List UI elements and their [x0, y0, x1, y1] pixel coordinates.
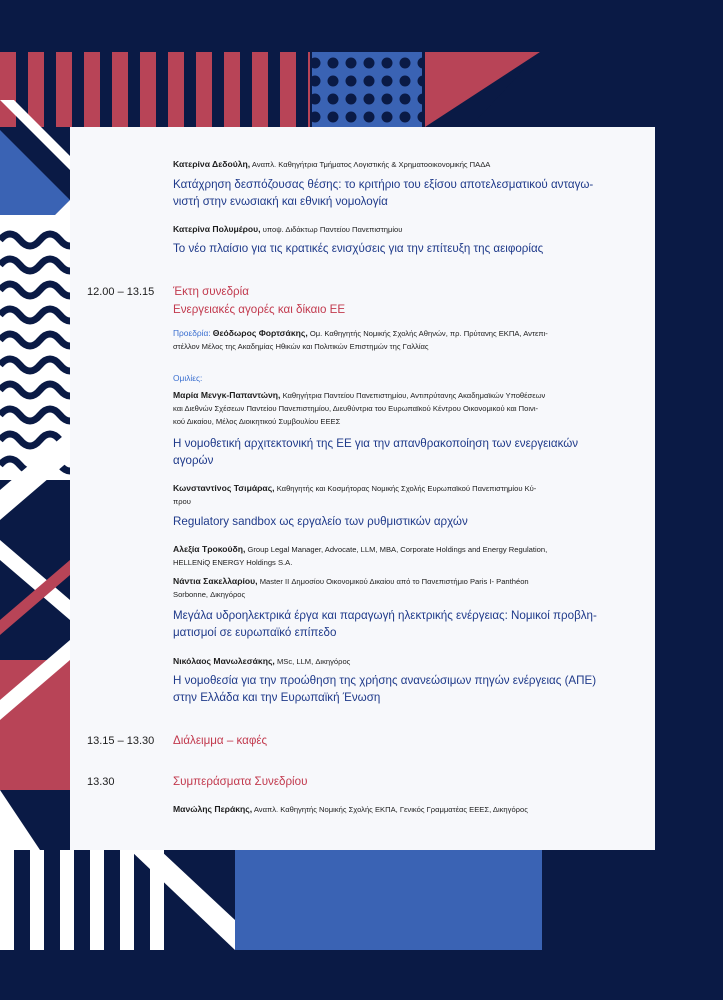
- speaker-manolesakis: Νικόλαος Μανωλεσάκης, MSc, LLM, Δικηγόρος: [173, 656, 351, 666]
- talk-manolesakis: Η νομοθεσία για την προώθηση της χρήσης ανανεώσιμων πηγών ενέργειας (ΑΠΕ) στην Ελλάδα και την Ευρωπαϊκή Ένωση: [173, 674, 597, 704]
- speaker-mengk: Μαρία Μενγκ-Παπαντώνη, Καθηγήτρια Παντείου Πανεπιστημίου, Αντιπρύτανης Ακαδημαϊκών Υποθέσεων και Διεθνών Σχέσεων Παντείου Πανεπιστημίου, Διευθύντρια του Ευρωπαϊκού Κέντρου Οικονομικού και Ποινι- κού Δικαίου, Μέλος Διοικητικού Συμβουλίου ΕΕΕΣ: [173, 390, 546, 426]
- blue-block-bottom: [232, 850, 542, 950]
- session6-title: Έκτη συνεδρία: [173, 285, 249, 298]
- speaker-sakellariou: Νάντια Σακελλαρίου, Master II Δημοσίου Οικονομικού Δικαίου από το Πανεπιστήμιο Paris I- Panthéon Sorbonne, Δικηγόρος: [173, 576, 529, 599]
- program-card: [70, 127, 655, 850]
- speaker-polymerou: Κατερίνα Πολυμέρου, υποψ. Διδάκτωρ Παντείου Πανεπιστημίου: [173, 224, 403, 234]
- speaker-dedouli: Κατερίνα Δεδούλη, Αναπλ. Καθηγήτρια Τμήματος Λογιστικής & Χρηματοοικονομικής ΠΑΔΑ: [173, 159, 491, 169]
- session6-chair: Προεδρία: Θεόδωρος Φορτσάκης, Ομ. Καθηγητής Νομικής Σχολής Αθηνών, πρ. Πρύτανης ΕΚΠΑ, Αντεπι- στέλλον Μέλος της Ακαδημίας Ηθικών και Πολιτικών Επιστημών της Γαλλίας: [173, 328, 548, 351]
- closing-time: 13.30: [87, 776, 115, 788]
- speaker-tsimaras: Κωνσταντίνος Τσιμάρας, Καθηγητής και Κοσμήτορας Νομικής Σχολής Ευρωπαϊκού Πανεπιστημίου Κύ- πρου: [173, 483, 537, 506]
- talk-hydro: Μεγάλα υδροηλεκτρικά έργα και παραγωγή ηλεκτρικής ενέργειας: Νομικοί προβλη- ματισμοί σε ευρωπαϊκό επίπεδο: [173, 609, 597, 639]
- speaker-perakis: Μανώλης Περάκης, Αναπλ. Καθηγητής Νομικής Σχολής ΕΚΠΑ, Γενικός Γραμματέας ΕΕΕΣ, Δικηγόρος: [173, 804, 528, 814]
- talk-polymerou: Το νέο πλαίσιο για τις κρατικές ενισχύσεις για την επίτευξη της αειφορίας: [173, 242, 544, 255]
- talk-dedouli: Κατάχρηση δεσπόζουσας θέσης: το κριτήριο του εξίσου αποτελεσματικού ανταγω- νιστή στην ενωσιακή και εθνική νομολογία: [173, 178, 594, 208]
- closing-title: Συμπεράσματα Συνεδρίου: [173, 775, 308, 788]
- talks-label: Ομιλίες:: [173, 373, 203, 383]
- break-title: Διάλειμμα – καφές: [173, 734, 268, 747]
- red-stripes: [0, 52, 310, 127]
- break-time: 13.15 – 13.30: [87, 735, 155, 747]
- session6-subtitle: Ενεργειακές αγορές και δίκαιο ΕΕ: [173, 303, 346, 316]
- talk-mengk: Η νομοθετική αρχιτεκτονική της ΕΕ για την απανθρακοποίηση των ενεργειακών αγορών: [173, 437, 579, 467]
- talk-tsimaras: Regulatory sandbox ως εργαλείο των ρυθμιστικών αρχών: [173, 515, 468, 528]
- session6-time: 12.00 – 13.15: [87, 286, 155, 298]
- speaker-trokoudi: Αλεξία Τροκούδη, Group Legal Manager, Advocate, LLM, MBA, Corporate Holdings and Energy Regulation, HELLENiQ ENERGY Holdings S.A.: [173, 544, 548, 567]
